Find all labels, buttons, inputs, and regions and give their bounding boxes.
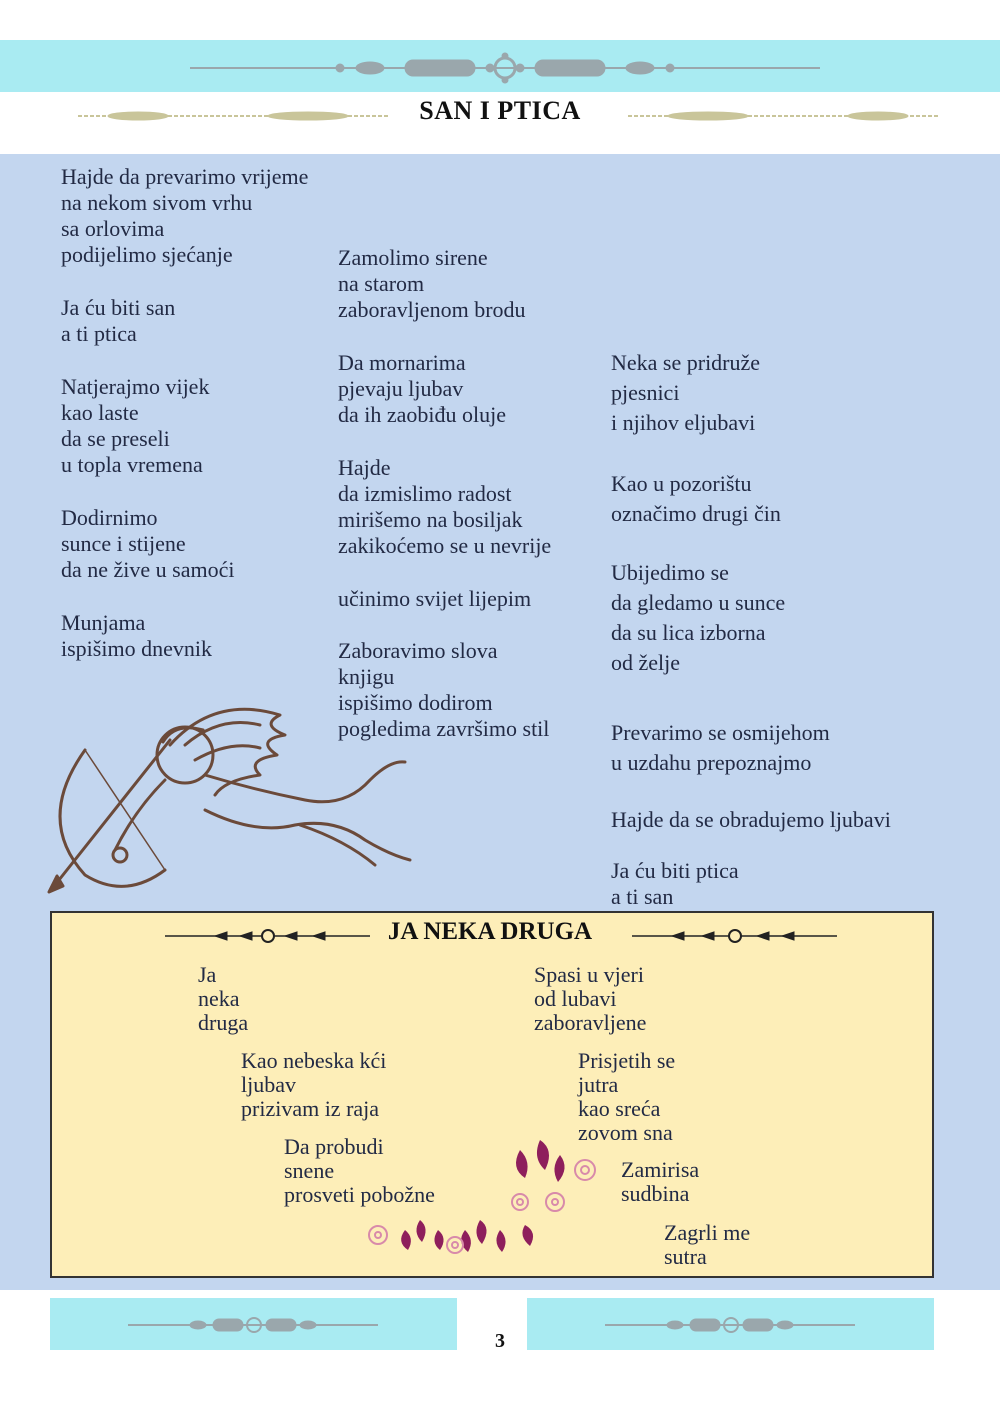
poem-line: da su lica izborna — [611, 620, 766, 645]
poem-line: zakikoćemo se u nevrije — [338, 533, 552, 558]
poem-line: Dodirnimo — [61, 505, 158, 530]
stanza — [621, 1158, 699, 1206]
poem-line: prizivam iz raja — [241, 1096, 380, 1121]
stanza — [338, 455, 551, 559]
poem-line: ispišimo dodirom — [338, 690, 493, 715]
poem-line: na nekom sivom vrhu — [61, 190, 253, 215]
poem-line: od želje — [611, 650, 681, 675]
poem-line: Ja ću biti ptica — [611, 858, 739, 883]
bottom-right-ornament-icon — [605, 1312, 855, 1338]
poem-line: Da mornarima — [338, 350, 466, 375]
poem-line: Prevarimo se osmijehom — [611, 720, 830, 745]
stanza — [611, 558, 785, 678]
subtitle-left-ornament-icon — [165, 926, 370, 946]
poem-line: i njihov eljubavi — [611, 410, 756, 435]
stanza — [198, 963, 248, 1035]
poem-line: sutra — [664, 1244, 707, 1269]
poem-line: učinimo svijet lijepim — [338, 586, 532, 611]
cupid-icon — [45, 700, 415, 900]
stanza — [664, 1221, 750, 1269]
poem-line: kao laste — [61, 400, 139, 425]
poem-line: Prisjetih se — [578, 1048, 676, 1073]
poem-line: snene — [284, 1158, 335, 1183]
stanza — [338, 245, 526, 323]
poem-line: jutra — [578, 1072, 619, 1097]
poem-line: da gledamo u sunce — [611, 590, 786, 615]
poem-line: ispišimo dnevnik — [61, 636, 212, 661]
stanza — [61, 164, 308, 268]
poem-line: pogledima završimo stil — [338, 716, 550, 741]
poem-line: kao sreća — [578, 1096, 661, 1121]
poem-line: a ti ptica — [61, 321, 137, 346]
bottom-left-ornament-icon — [128, 1312, 378, 1338]
poem-line: Ja — [198, 962, 217, 987]
poem-line: Hajde — [338, 455, 391, 480]
poem-line: Da probudi — [284, 1134, 384, 1159]
poem-line: Zamirisa — [621, 1157, 700, 1182]
subtitle: JA NEKA DRUGA — [387, 918, 593, 945]
poem-line: Ja ću biti san — [61, 295, 176, 320]
stanza — [61, 295, 175, 347]
stanza — [611, 805, 891, 835]
poem-line: u uzdahu prepoznajmo — [611, 750, 812, 775]
stanza — [61, 505, 235, 583]
stanza — [241, 1049, 386, 1121]
poem-line: Zaboravimo slova — [338, 638, 498, 663]
poem-line: Munjama — [61, 610, 146, 635]
stanza — [611, 469, 781, 529]
page-title: SAN I PTICA — [419, 96, 581, 125]
stanza — [61, 610, 212, 662]
poem-line: Hajde da se obradujemo ljubavi — [611, 807, 891, 832]
flower-ornament-icon — [360, 1130, 605, 1260]
poem-line: na starom — [338, 271, 425, 296]
poem-line: da izmislimo radost — [338, 481, 512, 506]
stanza — [611, 858, 739, 910]
subtitle-right-ornament-icon — [632, 926, 837, 946]
poem-line: neka — [198, 986, 240, 1011]
poem-line: druga — [198, 1010, 249, 1035]
stanza — [61, 374, 209, 478]
poem-line: knjigu — [338, 664, 395, 689]
poem-line: zovom sna — [578, 1120, 673, 1145]
poem-line: da se preseli — [61, 426, 170, 451]
poem-line: da ih zaobiđu oluje — [338, 402, 507, 427]
divider-ornament-icon — [190, 52, 820, 84]
poem-line: Zagrli me — [664, 1220, 751, 1245]
poem-line: Hajde da prevarimo vrijeme — [61, 164, 309, 189]
stanza — [611, 718, 830, 778]
poem-line: mirišemo na bosiljak — [338, 507, 523, 532]
poem-line: sa orlovima — [61, 216, 165, 241]
poem-line: Spasi u vjeri — [534, 962, 644, 987]
poem-line: Zamolimo sirene — [338, 245, 488, 270]
poem-line: zaboravljenom brodu — [338, 297, 526, 322]
poem-line: zaboravljene — [534, 1010, 647, 1035]
poem-line: u topla vremena — [61, 452, 203, 477]
page-number: 3 — [495, 1330, 505, 1352]
poem-line: podijelimo sjećanje — [61, 242, 233, 267]
stanza — [338, 350, 506, 428]
poem-line: ljubav — [241, 1072, 296, 1097]
poem-line: prosveti pobožne — [284, 1182, 435, 1207]
poem-line: Ubijedimo se — [611, 560, 729, 585]
poem-line: pjesnici — [611, 380, 680, 405]
poem-line: Neka se pridruže — [611, 350, 761, 375]
poem-line: sudbina — [621, 1181, 690, 1206]
poem-line: pjevaju ljubav — [338, 376, 464, 401]
poem-line: od lubavi — [534, 986, 617, 1011]
poem-line: a ti san — [611, 884, 674, 909]
poem-line: sunce i stijene — [61, 531, 186, 556]
stanza — [611, 348, 760, 438]
poem-line: Natjerajmo vijek — [61, 374, 210, 399]
poem-line: da ne žive u samoći — [61, 557, 235, 582]
stanza — [534, 963, 646, 1035]
poem-line: Kao u pozorištu — [611, 471, 752, 496]
poem-line: Kao nebeska kći — [241, 1048, 387, 1073]
poem-line: označimo drugi čin — [611, 501, 781, 526]
stanza — [338, 586, 531, 612]
